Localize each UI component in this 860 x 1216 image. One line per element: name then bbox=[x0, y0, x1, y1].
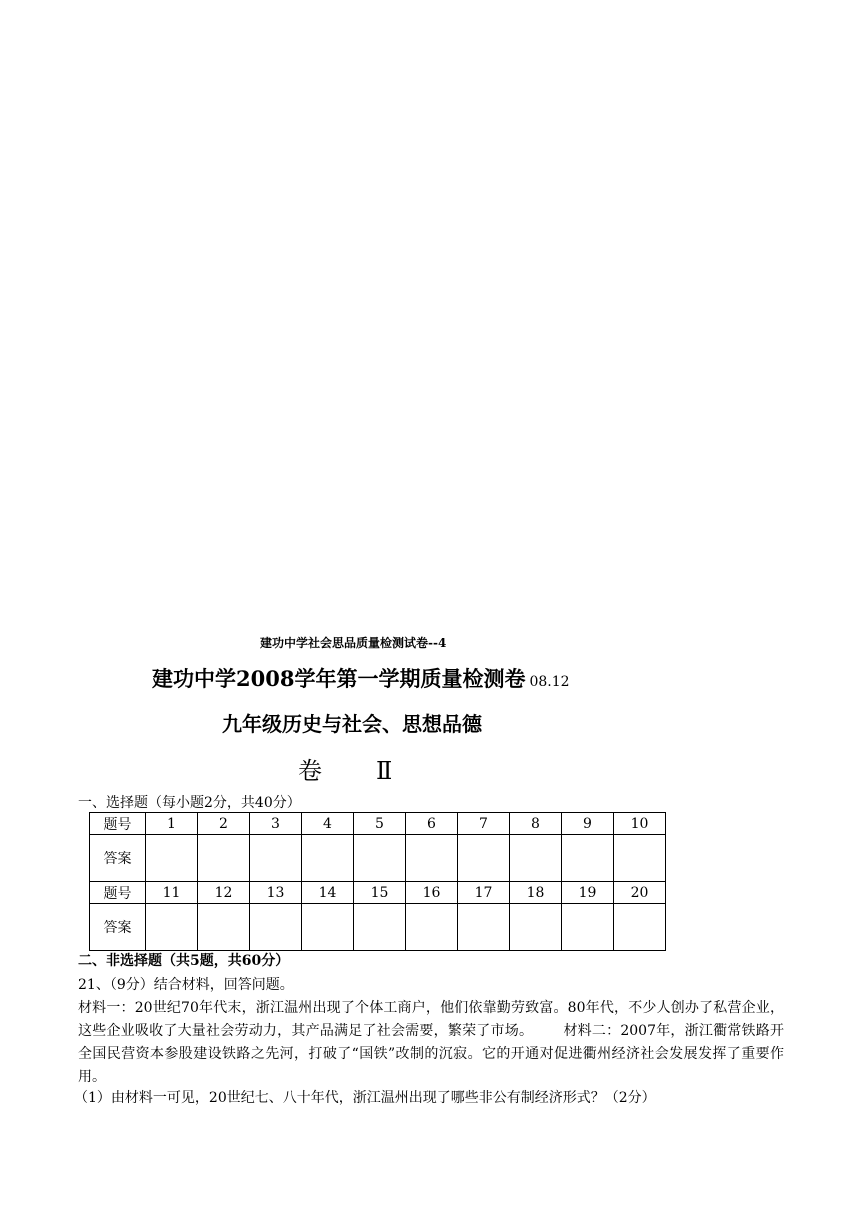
question-number-cell: 3 bbox=[250, 813, 302, 835]
question-number-cell: 4 bbox=[302, 813, 354, 835]
volume-heading bbox=[298, 751, 392, 786]
grade-subject: 九年级历史与社会、思想品德 bbox=[222, 712, 482, 736]
row-label: 题号 bbox=[90, 882, 146, 904]
answer-cell[interactable] bbox=[198, 835, 250, 882]
section1-heading: 一、选择题（每小题2分，共40分） bbox=[78, 795, 301, 811]
question-number-cell: 5 bbox=[354, 813, 406, 835]
question-number-cell: 9 bbox=[562, 813, 614, 835]
answer-cell[interactable] bbox=[302, 904, 354, 951]
question-number-cell: 16 bbox=[406, 882, 458, 904]
answer-cell[interactable] bbox=[250, 835, 302, 882]
answer-cell[interactable] bbox=[458, 904, 510, 951]
answer-cell[interactable] bbox=[354, 904, 406, 951]
table-row bbox=[90, 904, 666, 951]
answer-table bbox=[89, 812, 666, 951]
question-21: 21、（9分）结合材料，回答问题。 bbox=[78, 977, 294, 993]
answer-cell[interactable] bbox=[562, 904, 614, 951]
question-number-cell: 14 bbox=[302, 882, 354, 904]
answer-cell[interactable] bbox=[302, 835, 354, 882]
answer-cell[interactable] bbox=[250, 904, 302, 951]
question-number-cell: 17 bbox=[458, 882, 510, 904]
material-paragraph bbox=[78, 997, 784, 1089]
question-number-cell: 18 bbox=[510, 882, 562, 904]
answer-cell[interactable] bbox=[146, 835, 198, 882]
answer-cell[interactable] bbox=[614, 904, 666, 951]
answer-cell[interactable] bbox=[406, 904, 458, 951]
material-1: 材料一：20世纪70年代末，浙江温州出现了个体工商户，他们依靠勤劳致富。80年代，不少人创办了私营企业，这些企业吸收了大量社会劳动力，其产品满足了社会需要，繁荣了市场。 bbox=[78, 1000, 784, 1039]
question-number-cell: 10 bbox=[614, 813, 666, 835]
answer-cell[interactable] bbox=[614, 835, 666, 882]
question-number-cell: 20 bbox=[614, 882, 666, 904]
answer-cell[interactable] bbox=[510, 835, 562, 882]
exam-title-text: 建功中学2008学年第一学期质量检测卷 bbox=[152, 666, 526, 691]
table-row bbox=[90, 835, 666, 882]
question-number-cell: 6 bbox=[406, 813, 458, 835]
exam-title bbox=[152, 663, 570, 693]
question-number-cell: 12 bbox=[198, 882, 250, 904]
question-number-cell: 11 bbox=[146, 882, 198, 904]
answer-cell[interactable] bbox=[146, 904, 198, 951]
subquestion-1: （1）由材料一可见，20世纪七、八十年代，浙江温州出现了哪些非公有制经济形式？（2分） bbox=[74, 1090, 656, 1106]
answer-cell[interactable] bbox=[354, 835, 406, 882]
exam-date: 08.12 bbox=[529, 674, 570, 690]
question-number-cell: 19 bbox=[562, 882, 614, 904]
row-label: 答案 bbox=[90, 904, 146, 951]
question-number-cell: 13 bbox=[250, 882, 302, 904]
question-number-cell: 15 bbox=[354, 882, 406, 904]
row-label: 答案 bbox=[90, 835, 146, 882]
answer-cell[interactable] bbox=[198, 904, 250, 951]
answer-cell[interactable] bbox=[406, 835, 458, 882]
question-number-cell: 7 bbox=[458, 813, 510, 835]
answer-cell[interactable] bbox=[510, 904, 562, 951]
question-number-cell: 8 bbox=[510, 813, 562, 835]
row-label: 题号 bbox=[90, 813, 146, 835]
material-2: 材料二：2007年，浙江衢常铁路开全国民营资本参股建设铁路之先河，打破了“国铁”改制的沉寂。它的开通对促进衢州经济社会发展发挥了重要作用。 bbox=[78, 1023, 785, 1085]
question-number-cell: 2 bbox=[198, 813, 250, 835]
exam-subtitle: 建功中学社会思品质量检测试卷--4 bbox=[260, 636, 447, 650]
answer-cell[interactable] bbox=[458, 835, 510, 882]
table-row bbox=[90, 882, 666, 904]
answer-cell[interactable] bbox=[562, 835, 614, 882]
question-number-cell: 1 bbox=[146, 813, 198, 835]
volume-label: 卷 bbox=[298, 757, 322, 785]
table-row bbox=[90, 813, 666, 835]
volume-number: Ⅱ bbox=[376, 757, 393, 785]
section2-heading: 二、非选择题（共5题，共60分） bbox=[78, 953, 290, 969]
